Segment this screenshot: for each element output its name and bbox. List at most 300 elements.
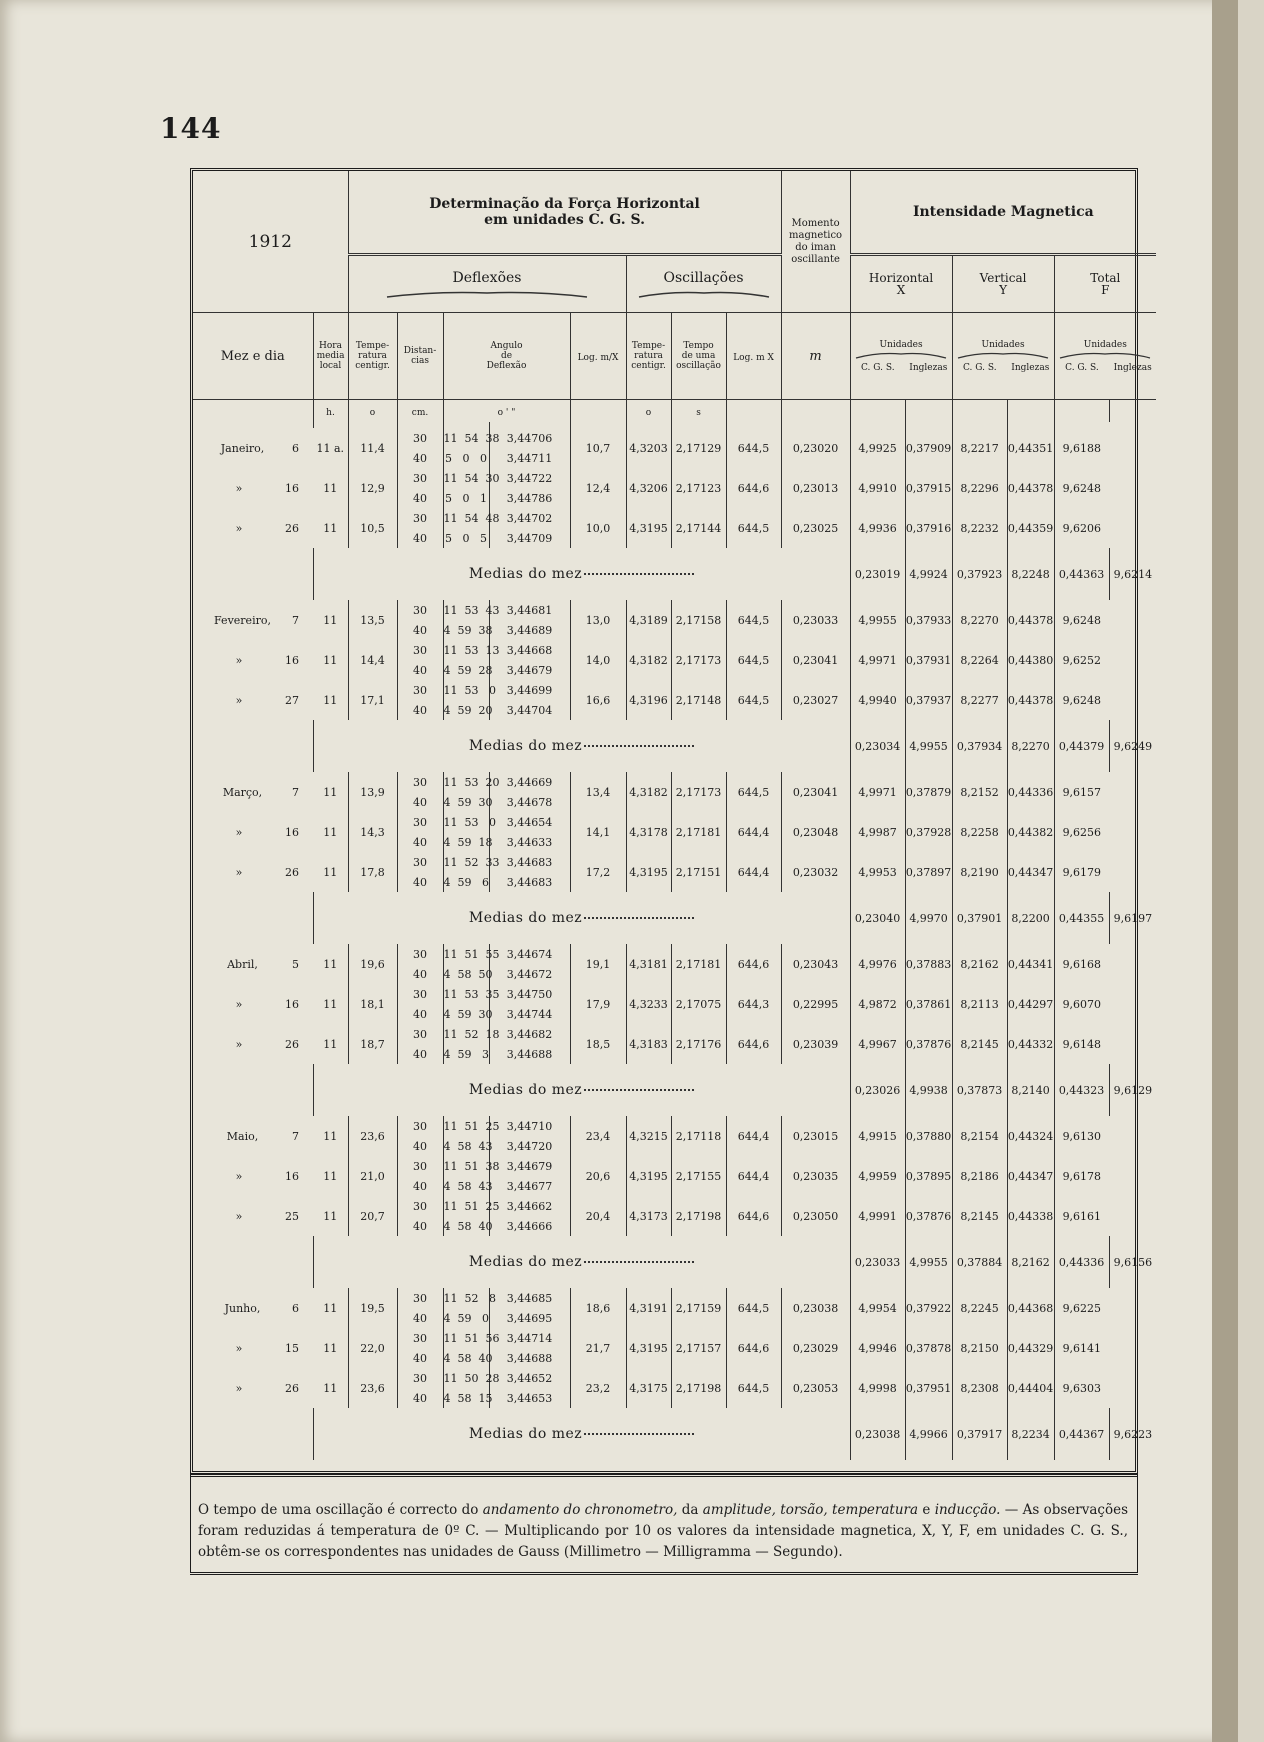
f-ingl-cell: 9,6248 <box>1062 693 1102 707</box>
month-name <box>193 1156 313 1196</box>
f-cgs-cell: 0,44347 <box>1007 852 1054 892</box>
hora-cell: 11 <box>313 640 348 680</box>
x-ingl-cell: 4,9953 <box>850 852 905 892</box>
note-left-rule <box>190 1474 191 1572</box>
medias-row <box>193 1408 1156 1460</box>
x-ingl-cell: 4,9872 <box>850 984 905 1024</box>
medias-xi-cell: 4,9966 <box>905 1408 952 1460</box>
day-label: 16 <box>285 825 299 839</box>
logmx-cell: 2,17144 <box>671 508 726 548</box>
logmx-cell: 2,17159 <box>671 1288 726 1328</box>
data-table-frame <box>190 168 1153 1474</box>
hora-cell: 11 <box>313 944 348 984</box>
month-name <box>193 772 313 812</box>
x-cgs-cell: 0,22995 <box>781 984 850 1024</box>
otemp-cell: 18,6 <box>570 1288 626 1328</box>
moment-cell: 644,3 <box>726 984 781 1024</box>
month-label: Janeiro, <box>220 441 265 455</box>
f-cgs-cell: 0,44336 <box>1007 772 1054 812</box>
f-cgs-cell: 0,44378 <box>1007 680 1054 720</box>
tempo-cell: 4,3178 <box>626 812 671 852</box>
magnetic-data-table <box>193 171 1156 1460</box>
unit-s: s <box>671 400 726 423</box>
dist-cell: 40 <box>397 1136 443 1156</box>
medias-row <box>193 892 1156 944</box>
medias-label <box>313 720 850 772</box>
leader-dots <box>584 1089 694 1091</box>
temp-header: Tempe- ratura centigr. <box>348 313 397 400</box>
hora-cell: 11 <box>313 1116 348 1156</box>
temp-cell: 23,6 <box>348 1116 397 1156</box>
log-mx-header: Log. m/X <box>570 313 626 400</box>
dist-cell: 40 <box>397 964 443 984</box>
log-cell: 3,44679 <box>489 1156 570 1176</box>
logmx-cell: 2,17198 <box>671 1196 726 1236</box>
hora-cell: 11 <box>313 508 348 548</box>
tempo-cell: 4,3195 <box>626 1156 671 1196</box>
logmx-cell: 2,17181 <box>671 944 726 984</box>
hora-cell: 11 <box>313 1368 348 1408</box>
moment-cell: 644,5 <box>726 508 781 548</box>
f-ingl-cell: 9,6070 <box>1062 997 1102 1011</box>
moment-cell: 644,6 <box>726 468 781 508</box>
spacer <box>193 720 313 772</box>
x-cgs-cell: 0,23039 <box>781 1024 850 1064</box>
f-cgs-cell: 0,44378 <box>1007 468 1054 508</box>
month-name <box>193 1288 313 1328</box>
angle-cell: 5 0 1 <box>443 488 489 508</box>
log-cell: 3,44709 <box>489 528 570 548</box>
medias-yc-cell: 0,37934 <box>952 720 1007 772</box>
medias-text: Medias do mez <box>468 1082 583 1098</box>
f-ingl-cell: 9,6178 <box>1062 1169 1102 1183</box>
logmx-cell: 2,17123 <box>671 468 726 508</box>
angle-cell: 4 58 40 <box>443 1348 489 1368</box>
medias-fc-cell: 0,44363 <box>1054 548 1109 600</box>
f-cgs-cell: 0,44351 <box>1007 428 1054 468</box>
table-row <box>193 468 1156 488</box>
spacer <box>193 1236 313 1288</box>
moment-cell: 644,4 <box>726 1116 781 1156</box>
temp-cell: 18,1 <box>348 984 397 1024</box>
temp-cell: 17,8 <box>348 852 397 892</box>
otemp-cell: 23,4 <box>570 1116 626 1156</box>
month-label: » <box>235 653 243 667</box>
temp-cell: 13,5 <box>348 600 397 640</box>
dist-header: Distan- cias <box>397 313 443 400</box>
month-label: » <box>235 1381 243 1395</box>
hora-cell: 11 <box>313 984 348 1024</box>
temp-cell: 20,7 <box>348 1196 397 1236</box>
day-label: 6 <box>292 441 299 455</box>
y-ingl-cell: 8,2308 <box>952 1368 1007 1408</box>
log-cell: 3,44704 <box>489 700 570 720</box>
f-ingl-cell: 9,6141 <box>1062 1341 1102 1355</box>
f-cgs-cell: 0,44359 <box>1007 508 1054 548</box>
f-ingl-cell: 9,6206 <box>1062 521 1102 535</box>
hora-header: Hora media local <box>313 313 348 400</box>
tempo-cell: 4,3173 <box>626 1196 671 1236</box>
angle-cell: 11 53 0 <box>443 680 489 700</box>
log-cell: 3,44682 <box>489 1024 570 1044</box>
log-cell: 3,44714 <box>489 1328 570 1348</box>
f-cgs-cell: 0,44338 <box>1007 1196 1054 1236</box>
angle-cell: 11 51 25 <box>443 1196 489 1216</box>
x-ingl-cell: 4,9936 <box>850 508 905 548</box>
y-cgs-cell: 0,37922 <box>905 1288 952 1328</box>
month-label: Março, <box>222 785 263 799</box>
table-row <box>193 680 1156 700</box>
f-ingl-cell: 9,6256 <box>1062 825 1102 839</box>
unit-odeg: o <box>626 400 671 423</box>
moment-cell: 644,5 <box>726 640 781 680</box>
x-cgs-cell: 0,23033 <box>781 600 850 640</box>
month-name <box>193 1116 313 1156</box>
month-name <box>193 508 313 548</box>
leader-dots <box>584 1433 694 1435</box>
tempo-cell: 4,3191 <box>626 1288 671 1328</box>
y-ingl-cell: 8,2232 <box>952 508 1007 548</box>
y-cgs-cell: 0,37895 <box>905 1156 952 1196</box>
dist-cell: 40 <box>397 1388 443 1408</box>
tempo-cell: 4,3175 <box>626 1368 671 1408</box>
y-cgs-cell: 0,37916 <box>905 508 952 548</box>
log-cell: 3,44688 <box>489 1044 570 1064</box>
y-cgs-cell: 0,37915 <box>905 468 952 508</box>
y-cgs-cell: 0,37879 <box>905 772 952 812</box>
day-label: 26 <box>285 521 299 535</box>
logmx-cell: 2,17075 <box>671 984 726 1024</box>
x-cgs-cell: 0,23027 <box>781 680 850 720</box>
month-name <box>193 1024 313 1064</box>
temp-cell: 14,4 <box>348 640 397 680</box>
month-name <box>193 468 313 508</box>
medias-row <box>193 1064 1156 1116</box>
hora-cell: 11 <box>313 1328 348 1368</box>
angle-cell: 4 59 30 <box>443 792 489 812</box>
logmx-cell: 2,17173 <box>671 772 726 812</box>
angle-cell: 11 52 33 <box>443 852 489 872</box>
month-name <box>193 428 313 468</box>
x-cgs-cell: 0,23029 <box>781 1328 850 1368</box>
leader-dots <box>584 745 694 747</box>
f-ingl-cell: 9,6248 <box>1062 481 1102 495</box>
tempo-cell: 4,3182 <box>626 772 671 812</box>
dist-cell: 30 <box>397 1368 443 1388</box>
table-row <box>193 812 1156 832</box>
moment-cell: 644,6 <box>726 1196 781 1236</box>
log-cell: 3,44689 <box>489 620 570 640</box>
medias-fc-cell: 0,44355 <box>1054 892 1109 944</box>
deflexoes-header: Deflexões <box>348 255 626 313</box>
medias-yi-cell: 8,2248 <box>1007 548 1054 600</box>
dist-cell: 40 <box>397 1308 443 1328</box>
dist-cell: 40 <box>397 792 443 812</box>
f-cgs-cell: 0,44380 <box>1007 640 1054 680</box>
medias-fi-cell: 9,6156 <box>1113 1255 1153 1269</box>
month-name <box>193 984 313 1024</box>
day-label: 16 <box>285 1169 299 1183</box>
day-label: 16 <box>285 481 299 495</box>
table-row <box>193 1024 1156 1044</box>
angle-cell: 4 58 40 <box>443 1216 489 1236</box>
log-cell: 3,44683 <box>489 872 570 892</box>
hora-cell: 11 <box>313 600 348 640</box>
month-label: Fevereiro, <box>214 613 271 627</box>
tempo-cell: 4,3206 <box>626 468 671 508</box>
medias-fi-cell: 9,6129 <box>1113 1083 1153 1097</box>
angle-cell: 4 59 30 <box>443 1004 489 1024</box>
medias-row <box>193 720 1156 772</box>
month-name <box>193 1368 313 1408</box>
x-cgs-cell: 0,23025 <box>781 508 850 548</box>
month-label: » <box>235 997 243 1011</box>
f-ingl-cell: 9,6130 <box>1062 1129 1102 1143</box>
note-top-rule <box>190 1474 1138 1477</box>
det-title: Determinação da Força Horizontal em unidades C. G. S. <box>348 171 781 255</box>
angle-cell: 4 59 38 <box>443 620 489 640</box>
month-name <box>193 600 313 640</box>
dist-cell: 30 <box>397 1024 443 1044</box>
angle-cell: 4 59 28 <box>443 660 489 680</box>
medias-fc-cell: 0,44323 <box>1054 1064 1109 1116</box>
angle-cell: 11 51 56 <box>443 1328 489 1348</box>
dist-cell: 40 <box>397 1176 443 1196</box>
table-row <box>193 508 1156 528</box>
log-cell: 3,44699 <box>489 680 570 700</box>
y-cgs-cell: 0,37951 <box>905 1368 952 1408</box>
f-ingl-cell: 9,6179 <box>1062 865 1102 879</box>
month-label: » <box>235 1341 243 1355</box>
tempo-cell: 4,3196 <box>626 680 671 720</box>
f-cgs-cell: 0,44404 <box>1007 1368 1054 1408</box>
medias-fi-cell: 9,6249 <box>1113 739 1153 753</box>
day-label: 6 <box>292 1301 299 1315</box>
table-row <box>193 1196 1156 1216</box>
logmx-cell: 2,17155 <box>671 1156 726 1196</box>
month-label: » <box>235 481 243 495</box>
medias-fi-cell: 9,6223 <box>1113 1427 1153 1441</box>
month-label: » <box>235 1169 243 1183</box>
angle-cell: 11 51 38 <box>443 1156 489 1176</box>
medias-text: Medias do mez <box>468 566 583 582</box>
log-cell: 3,44683 <box>489 852 570 872</box>
dist-cell: 30 <box>397 508 443 528</box>
log-cell: 3,44662 <box>489 1196 570 1216</box>
dist-cell: 40 <box>397 448 443 468</box>
medias-label <box>313 1064 850 1116</box>
log-cell: 3,44666 <box>489 1216 570 1236</box>
momento-header: Momento magnetico do iman oscillante <box>781 171 850 313</box>
moment-cell: 644,5 <box>726 600 781 640</box>
brace-x <box>856 350 946 360</box>
dist-cell: 40 <box>397 1216 443 1236</box>
log-cell: 3,44653 <box>489 1388 570 1408</box>
table-row <box>193 1368 1156 1388</box>
day-label: 25 <box>285 1209 299 1223</box>
day-label: 16 <box>285 997 299 1011</box>
page-number: 144 <box>160 112 222 145</box>
y-ingl-cell: 8,2190 <box>952 852 1007 892</box>
y-ingl-cell: 8,2296 <box>952 468 1007 508</box>
spacer <box>193 1064 313 1116</box>
hora-cell: 11 <box>313 680 348 720</box>
tempo-cell: 4,3189 <box>626 600 671 640</box>
otemp-cell: 13,0 <box>570 600 626 640</box>
table-row <box>193 984 1156 1004</box>
tempo-cell: 4,3183 <box>626 1024 671 1064</box>
month-name <box>193 1196 313 1236</box>
day-label: 7 <box>292 1129 299 1143</box>
angle-cell: 11 53 35 <box>443 984 489 1004</box>
dist-cell: 30 <box>397 1156 443 1176</box>
logmx-cell: 2,17151 <box>671 852 726 892</box>
medias-yi-cell: 8,2140 <box>1007 1064 1054 1116</box>
dist-cell: 40 <box>397 1348 443 1368</box>
y-cgs-cell: 0,37931 <box>905 640 952 680</box>
table-row <box>193 772 1156 792</box>
angle-cell: 4 59 6 <box>443 872 489 892</box>
tempo-cell: 4,3181 <box>626 944 671 984</box>
angle-cell: 11 50 28 <box>443 1368 489 1388</box>
m-header: m <box>781 313 850 400</box>
month-label: » <box>235 693 243 707</box>
hora-cell: 11 <box>313 1156 348 1196</box>
note-bottom-rule <box>190 1572 1138 1575</box>
month-label: » <box>235 1037 243 1051</box>
log-cell: 3,44669 <box>489 772 570 792</box>
hora-cell: 11 a. <box>313 428 348 468</box>
x-cgs-cell: 0,23038 <box>781 1288 850 1328</box>
month-name <box>193 944 313 984</box>
medias-yc-cell: 0,37901 <box>952 892 1007 944</box>
dist-cell: 30 <box>397 944 443 964</box>
dist-cell: 40 <box>397 620 443 640</box>
log-cell: 3,44711 <box>489 448 570 468</box>
moment-cell: 644,6 <box>726 944 781 984</box>
table-row <box>193 852 1156 872</box>
angle-cell: 11 51 25 <box>443 1116 489 1136</box>
month-label: » <box>235 865 243 879</box>
log-cell: 3,44744 <box>489 1004 570 1024</box>
logmx-cell: 2,17176 <box>671 1024 726 1064</box>
y-cgs-cell: 0,37883 <box>905 944 952 984</box>
temp-cell: 13,9 <box>348 772 397 812</box>
log-cell: 3,44786 <box>489 488 570 508</box>
month-name <box>193 680 313 720</box>
y-ingl-cell: 8,2258 <box>952 812 1007 852</box>
f-cgs-cell: 0,44382 <box>1007 812 1054 852</box>
angle-cell: 11 54 30 <box>443 468 489 488</box>
y-ingl-cell: 8,2270 <box>952 600 1007 640</box>
y-ingl-cell: 8,2113 <box>952 984 1007 1024</box>
medias-row <box>193 1236 1156 1288</box>
medias-label <box>313 1236 850 1288</box>
medias-text: Medias do mez <box>468 1254 583 1270</box>
log-cell: 3,44685 <box>489 1288 570 1308</box>
dist-cell: 30 <box>397 852 443 872</box>
dist-cell: 30 <box>397 680 443 700</box>
month-name <box>193 1328 313 1368</box>
temp-cell: 21,0 <box>348 1156 397 1196</box>
otemp-cell: 17,9 <box>570 984 626 1024</box>
logmx-cell: 2,17118 <box>671 1116 726 1156</box>
hora-cell: 11 <box>313 772 348 812</box>
intensidade-header: Intensidade Magnetica <box>912 204 1094 220</box>
dist-cell: 40 <box>397 528 443 548</box>
x-ingl-cell: 4,9987 <box>850 812 905 852</box>
medias-xc-cell: 0,23019 <box>850 548 905 600</box>
logmx-cell: 2,17129 <box>671 428 726 468</box>
angle-cell: 5 0 5 <box>443 528 489 548</box>
y-ingl-cell: 8,2186 <box>952 1156 1007 1196</box>
angulo-header: Angulo de Deflexão <box>443 313 570 400</box>
y-ingl-cell: 8,2162 <box>952 944 1007 984</box>
logmx-cell: 2,17198 <box>671 1368 726 1408</box>
angle-cell: 5 0 0 <box>443 448 489 468</box>
note-right-rule <box>1137 1474 1138 1572</box>
angle-cell: 4 59 20 <box>443 700 489 720</box>
day-label: 7 <box>292 613 299 627</box>
x-ingl-cell: 4,9925 <box>850 428 905 468</box>
otemp-cell: 18,5 <box>570 1024 626 1064</box>
angle-cell: 11 54 48 <box>443 508 489 528</box>
moment-cell: 644,6 <box>726 1328 781 1368</box>
angle-cell: 11 53 0 <box>443 812 489 832</box>
medias-xi-cell: 4,9938 <box>905 1064 952 1116</box>
y-ingl-cell: 8,2245 <box>952 1288 1007 1328</box>
x-ingl-cell: 4,9955 <box>850 600 905 640</box>
angle-cell: 11 53 20 <box>443 772 489 792</box>
oscillacoes-header: Oscillações <box>626 255 781 313</box>
day-label: 26 <box>285 865 299 879</box>
x-cgs-cell: 0,23013 <box>781 468 850 508</box>
otemp-cell: 21,7 <box>570 1328 626 1368</box>
moment-cell: 644,4 <box>726 1156 781 1196</box>
logmx-cell: 2,17158 <box>671 600 726 640</box>
month-label: » <box>235 521 243 535</box>
medias-fc-cell: 0,44367 <box>1054 1408 1109 1460</box>
dist-cell: 40 <box>397 1004 443 1024</box>
moment-cell: 644,5 <box>726 680 781 720</box>
tempo-cell: 4,3195 <box>626 852 671 892</box>
x-ingl-cell: 4,9959 <box>850 1156 905 1196</box>
medias-label <box>313 892 850 944</box>
otemp-cell: 10,0 <box>570 508 626 548</box>
f-cgs-cell: 0,44332 <box>1007 1024 1054 1064</box>
table-row <box>193 428 1156 448</box>
medias-yc-cell: 0,37873 <box>952 1064 1007 1116</box>
x-cgs-cell: 0,23035 <box>781 1156 850 1196</box>
hora-cell: 11 <box>313 468 348 508</box>
spacer <box>193 892 313 944</box>
x-cgs-cell: 0,23048 <box>781 812 850 852</box>
tempo-cell: 4,3215 <box>626 1116 671 1156</box>
table-row <box>193 1328 1156 1348</box>
log-cell: 3,44702 <box>489 508 570 528</box>
month-label: » <box>235 825 243 839</box>
moment-cell: 644,6 <box>726 1024 781 1064</box>
temp-cell: 11,4 <box>348 428 397 468</box>
month-label: Maio, <box>226 1129 259 1143</box>
month-label: Junho, <box>224 1301 261 1315</box>
hora-cell: 11 <box>313 1288 348 1328</box>
log-cell: 3,44652 <box>489 1368 570 1388</box>
f-cgs-cell: 0,44297 <box>1007 984 1054 1024</box>
unit-ang: o ' " <box>443 400 570 423</box>
f-ingl-cell: 9,6157 <box>1062 785 1102 799</box>
medias-yi-cell: 8,2162 <box>1007 1236 1054 1288</box>
